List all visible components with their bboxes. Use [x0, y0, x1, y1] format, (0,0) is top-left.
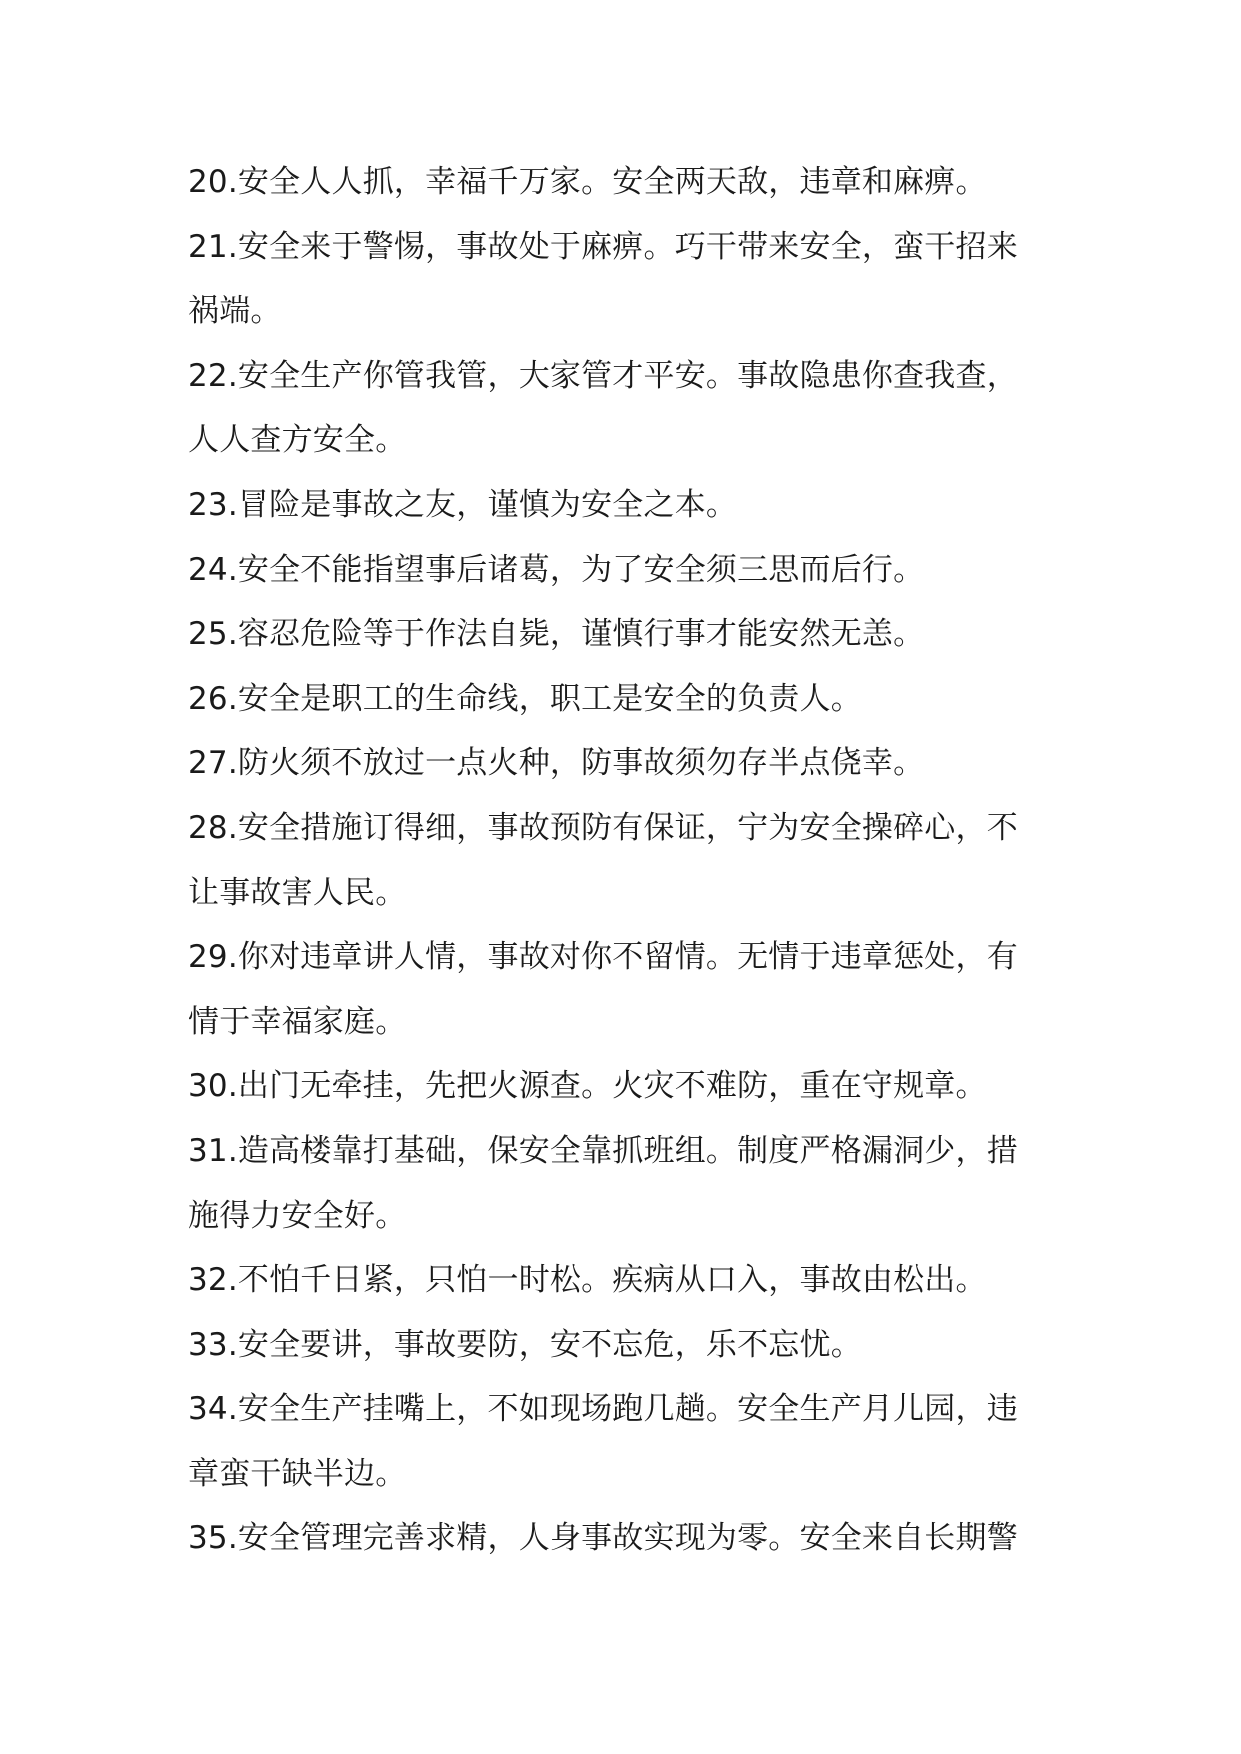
document-body: [188, 150, 1068, 1571]
text-line: 24.安全不能指望事后诸葛，为了安全须三思而后行。: [188, 551, 925, 588]
text-line: 章蛮干缺半边。: [188, 1455, 407, 1492]
text-line: 23.冒险是事故之友，谨慎为安全之本。: [188, 486, 738, 523]
text-line: 施得力安全好。: [188, 1197, 407, 1234]
text-line: 30.出门无牵挂，先把火源查。火灾不难防，重在守规章。: [188, 1068, 987, 1105]
text-line: 32.不怕千日紧，只怕一时松。疾病从口入，事故由松出。: [188, 1262, 987, 1299]
text-line: 22.安全生产你管我管，大家管才平安。事故隐患你查我查，: [188, 357, 1018, 394]
text-line: 20.安全人人抓，幸福千万家。安全两天敌，违章和麻痹。: [188, 164, 987, 200]
text-line: 33.安全要讲，事故要防，安不忘危，乐不忘忧。: [188, 1326, 862, 1363]
text-line: 祸端。: [188, 293, 282, 330]
text-line: 35.安全管理完善求精，人身事故实现为零。安全来自长期警: [188, 1520, 1018, 1557]
text-line: 29.你对违章讲人情，事故对你不留情。无情于违章惩处，有: [188, 939, 1018, 976]
text-line: 34.安全生产挂嘴上，不如现场跑几趟。安全生产月儿园，违: [188, 1391, 1018, 1428]
text-line: 让事故害人民。: [188, 874, 407, 911]
text-line: 人人查方安全。: [188, 422, 407, 459]
text-line: 21.安全来于警惕，事故处于麻痹。巧干带来安全，蛮干招来: [188, 228, 1018, 265]
text-line: 25.容忍危险等于作法自毙，谨慎行事才能安然无恙。: [188, 616, 925, 653]
text-line: 31.造高楼靠打基础，保安全靠抓班组。制度严格漏洞少，措: [188, 1132, 1018, 1169]
text-line: 28.安全措施订得细，事故预防有保证，宁为安全操碎心，不: [188, 809, 1018, 846]
text-line: 27.防火须不放过一点火种，防事故须勿存半点侥幸。: [188, 745, 925, 782]
text-line: 情于幸福家庭。: [188, 1003, 407, 1040]
text-line: 26.安全是职工的生命线，职工是安全的负责人。: [188, 680, 862, 717]
